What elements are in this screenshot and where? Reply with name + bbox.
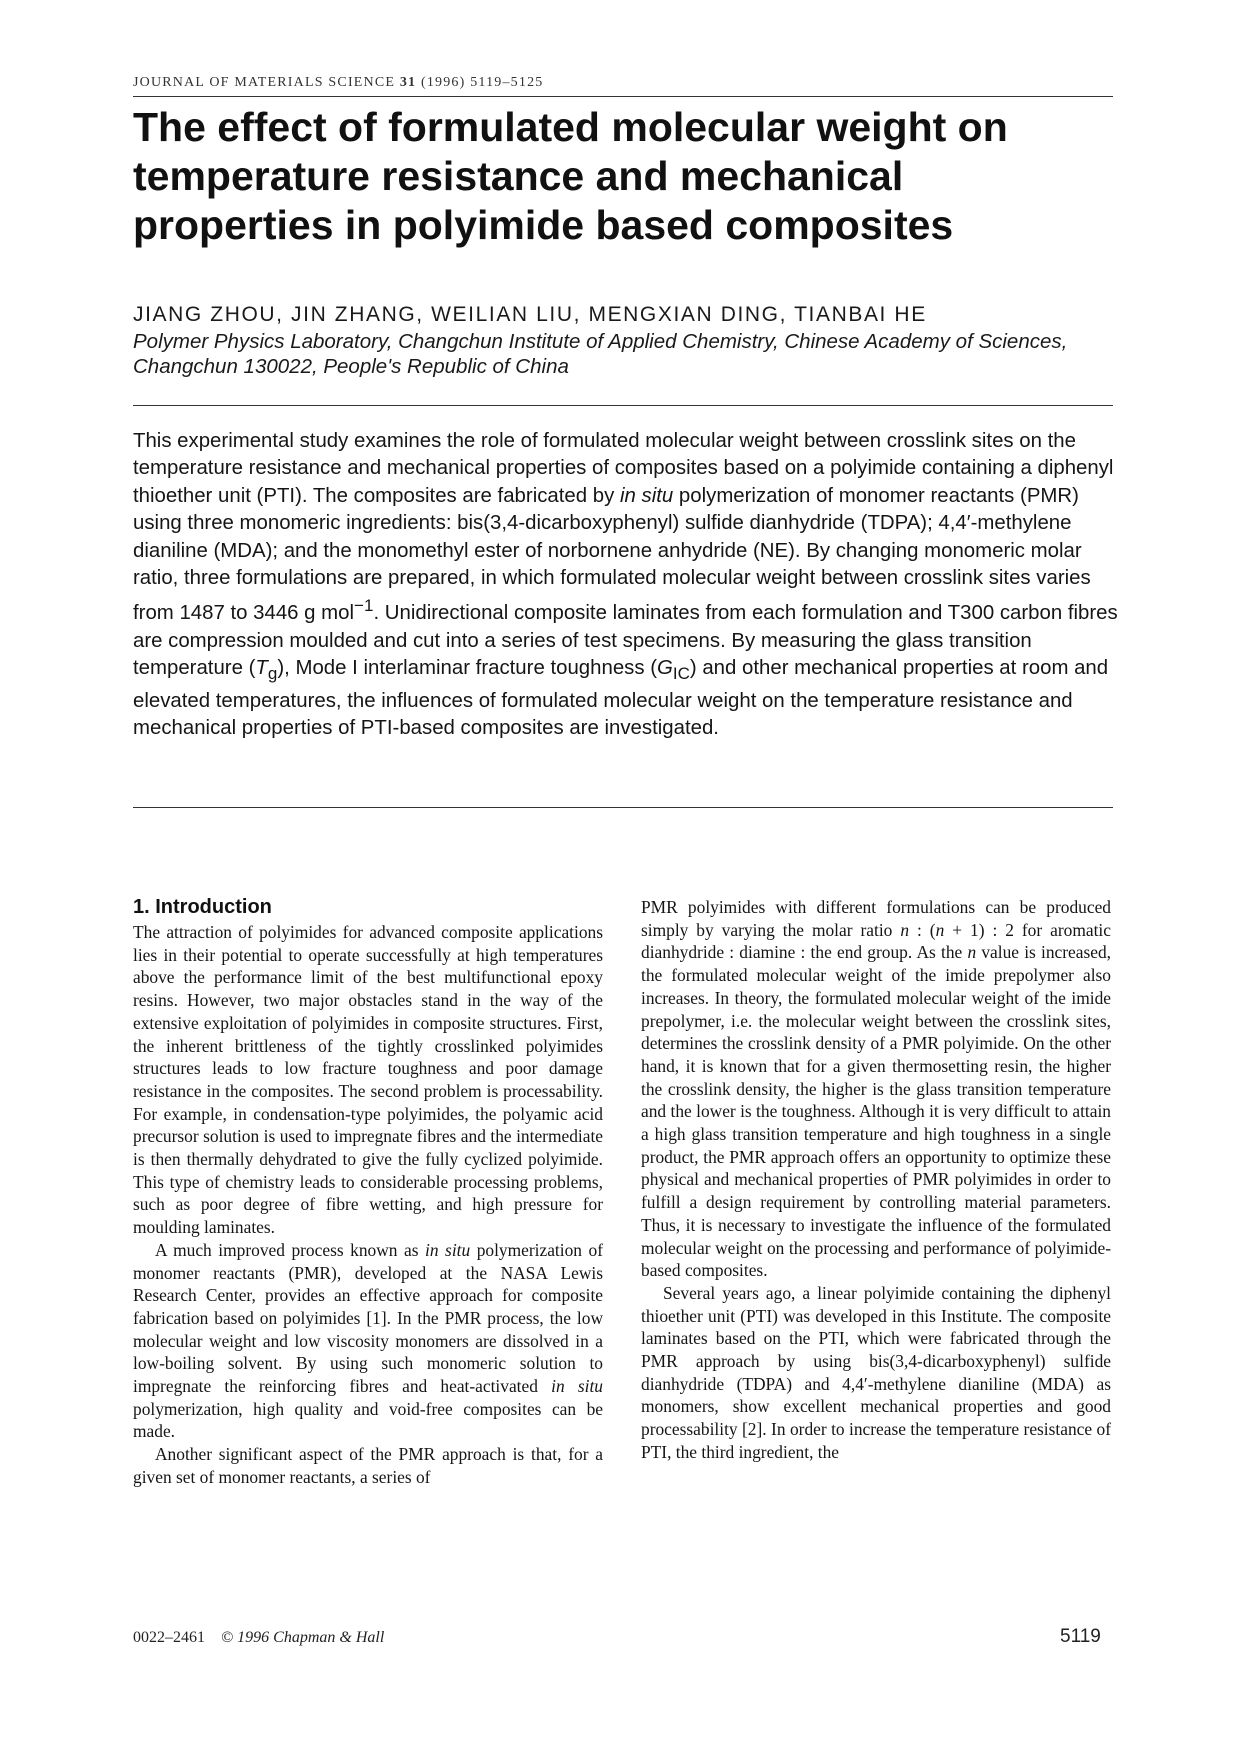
abstract-text-3: . Unidirectional composite laminates from each formulation and T300 carbon fibres are compression moulded and cut into a series of test specimens. By measuring the glass transition temperature (: [133, 602, 1118, 680]
italic-variable: n: [900, 919, 910, 940]
author-list: JIANG ZHOU, JIN ZHANG, WEILIAN LIU, MENGXIAN DING, TIANBAI HE: [133, 303, 927, 326]
paragraph: [133, 1239, 603, 1443]
text: + 1) : 2 for aromatic dianhydride : diamine : the end group. As the: [641, 919, 1111, 963]
left-column: [133, 895, 603, 1489]
issn: 0022–2461: [133, 1629, 205, 1646]
text: A much improved process known as: [155, 1239, 425, 1260]
copyright: © 1996 Chapman & Hall: [221, 1629, 385, 1646]
abstract-superscript: −1: [354, 596, 374, 616]
text: polymerization of monomer reactants (PMR), developed at the NASA Lewis Research Center, provides an effective approach for composite fabrication based on polyimides [1]. In the PMR process, the low molecular weight and low viscosity monomers are dissolved in a low-boiling solvent. By using such monomeric solution to impregnate the reinforcing fibres and heat-activated: [133, 1239, 603, 1397]
paragraph: The attraction of polyimides for advanced composite applications lies in their potential to operate successfully at high temperatures above the performance limit of the best multifunctional epoxy resins. However, two major obstacles stand in the way of the extensive exploitation of polyimides in composite structures. First, the inherent brittleness of the tightly crosslinked polyimides structures leads to low fracture toughness and poor damage resistance in the composites. The second problem is processability. For example, in condensation-type polyimides, the polyamic acid precursor solution is used to impregnate fibres and the intermediate is then thermally dehydrated to give the fully cyclized polyimide. This type of chemistry leads to considerable processing problems, such as poor degree of fibre wetting, and high pressure for moulding laminates.: [133, 922, 603, 1238]
symbol-tg: T: [255, 657, 268, 680]
journal-volume: 31: [399, 75, 417, 90]
affiliation: Polymer Physics Laboratory, Changchun Institute of Applied Chemistry, Chinese Academy of Sciences, Changchun 130022, People's Republic of China: [133, 330, 1068, 378]
italic-text: in situ: [551, 1376, 603, 1397]
right-column: [641, 896, 1111, 1464]
paragraph: Another significant aspect of the PMR approach is that, for a given set of monomer reactants, a series of: [133, 1444, 603, 1487]
abstract-top-rule: [133, 405, 1113, 406]
abstract-text-5: ) and other mechanical properties at room and elevated temperatures, the influences of formulated molecular weight on the temperature resistance and mechanical properties of PTI-based composites are investigated.: [133, 657, 1109, 739]
text: PMR polyimides with different formulations can be produced simply by varying the molar ratio: [641, 897, 1111, 940]
italic-text: in situ: [425, 1239, 471, 1260]
abstract-text-2: polymerization of monomer reactants (PMR) using three monomeric ingredients: bis(3,4-dicarboxyphenyl) sulfide dianhydride (TDPA); 4,4′-methylene dianiline (MDA); and the monomethyl ester of norbornene anhydride (NE). By changing monomeric molar ratio, three formulations are prepared, in which formulated molecular weight between crosslink sites varies from 1487 to 3446 g mol: [133, 484, 1091, 625]
paragraph: [641, 896, 1111, 1282]
paragraph: Several years ago, a linear polyimide containing the diphenyl thioether unit (PTI) was developed in this Institute. The composite laminates based on the PTI, which were fabricated through the PMR approach by using bis(3,4-dicarboxyphenyl) sulfide dianhydride (TDPA) and 4,4′-methylene dianiline (MDA) as monomers, show excellent mechanical properties and good processability [2]. In order to increase the temperature resistance of PTI, the third ingredient, the: [641, 1282, 1111, 1462]
italic-variable: n: [935, 919, 945, 940]
abstract-italic-in-situ: in situ: [619, 484, 674, 507]
header-rule: [133, 96, 1113, 97]
running-head: [133, 75, 1113, 91]
abstract-text-4: ), Mode I interlaminar fracture toughness (: [277, 657, 657, 680]
symbol-gic-subscript: IC: [672, 664, 690, 684]
journal-year-pages: (1996) 5119–5125: [420, 75, 544, 90]
section-heading: 1. Introduction: [133, 896, 272, 918]
page-number: 5119: [1060, 1626, 1101, 1647]
journal-name: JOURNAL OF MATERIALS SCIENCE: [133, 75, 396, 90]
text: polymerization, high quality and void-free composites can be made.: [133, 1398, 603, 1442]
symbol-gic: G: [657, 657, 673, 680]
symbol-tg-subscript: g: [267, 664, 278, 684]
italic-variable: n: [967, 942, 977, 963]
abstract-bottom-rule: [133, 807, 1113, 808]
text: value is increased, the formulated molecular weight of the imide prepolymer also increases. In theory, the formulated molecular weight of the imide prepolymer, i.e. the molecular weight between the crosslink sites, determines the crosslink density of a PMR polyimide. On the other hand, it is known that for a given thermosetting resin, the higher the crosslink density, the higher is the glass transition temperature and the lower is the toughness. Although it is very difficult to attain a high glass transition temperature and high toughness in a single product, the PMR approach offers an opportunity to optimize these physical and mechanical properties of PMR polyimides in order to fulfill a design requirement by controlling material parameters. Thus, it is necessary to investigate the influence of the formulated molecular weight on the processing and performance of polyimide-based composites.: [641, 942, 1112, 1281]
abstract-text-1: This experimental study examines the role of formulated molecular weight between crosslink sites on the temperature resistance and mechanical properties of composites based on a polyimide containing a diphenyl thioether unit (PTI). The composites are fabricated by: [133, 430, 1114, 507]
paper-title: The effect of formulated molecular weight on temperature resistance and mechanical properties in polyimide based composites: [133, 104, 1008, 248]
text: : (: [909, 919, 936, 940]
abstract: [133, 428, 1118, 742]
footer-issn: [133, 1629, 384, 1647]
